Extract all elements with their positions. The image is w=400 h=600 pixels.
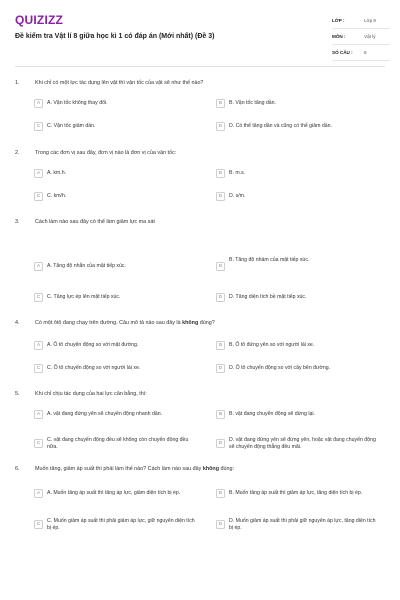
option-text: C. Vận tốc giảm dần. bbox=[47, 123, 96, 130]
question-text-emphasis: không bbox=[202, 466, 219, 472]
meta-value: Lớp 8 bbox=[364, 18, 376, 23]
option-a[interactable] bbox=[34, 410, 197, 419]
question-text bbox=[35, 320, 385, 327]
meta-row-count bbox=[332, 45, 390, 61]
page-title: Đề kiểm tra Vật lí 8 giữa học kì 1 có đáp án (Mới nhất) (Đề 3) bbox=[15, 33, 215, 40]
option-text: A. Vận tốc không thay đổi. bbox=[47, 100, 108, 107]
option-text: C. Tăng lực ép lên mặt tiếp xúc. bbox=[47, 294, 121, 301]
option-letter-box: A bbox=[34, 341, 43, 350]
option-text: B. Tăng độ nhám của mặt tiếp xúc. bbox=[229, 257, 310, 264]
question-text-emphasis: không bbox=[182, 320, 199, 326]
option-letter-box: C bbox=[34, 520, 43, 529]
meta-table bbox=[332, 13, 390, 61]
question-3 bbox=[15, 219, 385, 226]
option-text: C. km/h. bbox=[47, 193, 67, 200]
option-letter-box: B bbox=[216, 99, 225, 108]
option-letter-box: D bbox=[216, 439, 225, 448]
meta-label: MÔN : bbox=[332, 34, 346, 39]
quizizz-logo: QUIZIZZ bbox=[15, 13, 64, 27]
option-text: D. Có thể tăng dần và cũng có thể giảm dần. bbox=[229, 123, 332, 130]
option-letter-box: B bbox=[216, 410, 225, 419]
question-text-part: đúng? bbox=[198, 320, 215, 326]
option-a[interactable] bbox=[34, 341, 197, 350]
option-letter-box: B bbox=[216, 489, 225, 498]
option-text: D. Tăng diện tích bề mặt tiếp xúc. bbox=[229, 294, 307, 301]
question-text: Khi chỉ chịu tác dụng của hai lực cân bằng, thì: bbox=[35, 391, 147, 397]
option-letter-box: B bbox=[216, 341, 225, 350]
question-1 bbox=[15, 80, 385, 87]
option-text: D. vật đang đứng yên sẽ đứng yên, hoặc vật đang chuyển động sẽ chuyển động thẳng đều mãi. bbox=[229, 437, 376, 450]
option-b[interactable] bbox=[216, 489, 379, 498]
option-text: C. Muốn giảm áp suất thì phải giảm áp lực, giữ nguyên diện tích bị ép. bbox=[47, 518, 195, 531]
option-text: B. m.s. bbox=[229, 170, 246, 177]
option-b[interactable] bbox=[216, 99, 379, 108]
option-text: B. Muốn tăng áp suất thì giảm áp lực, tăng diện tích bị ép. bbox=[229, 490, 363, 497]
option-letter-box: C bbox=[34, 364, 43, 373]
option-text: B. vật đang chuyển động sẽ dừng lại. bbox=[229, 411, 315, 418]
question-text: Cách làm nào sau đây có thể làm giảm lực ma sát bbox=[35, 219, 155, 225]
option-a[interactable] bbox=[34, 169, 197, 178]
option-c[interactable] bbox=[34, 192, 197, 201]
option-letter-box: D bbox=[216, 122, 225, 131]
meta-label: LỚP : bbox=[332, 18, 345, 23]
option-text: B. Vận tốc tăng dần. bbox=[229, 100, 277, 107]
option-letter-box: C bbox=[34, 192, 43, 201]
question-text: Khi chỉ có một lực tác dụng lên vật thì vận tốc của vật sẽ như thế nào? bbox=[35, 80, 204, 86]
question-number: 1. bbox=[15, 80, 20, 86]
option-text: B. Ô tô đứng yên so với người lái xe. bbox=[229, 342, 315, 349]
option-a[interactable] bbox=[34, 489, 197, 498]
question-text bbox=[35, 466, 385, 473]
option-c[interactable] bbox=[34, 122, 197, 131]
option-c[interactable] bbox=[34, 293, 197, 302]
option-letter-box: A bbox=[34, 410, 43, 419]
header-divider bbox=[15, 66, 385, 67]
question-text-part: Muốn tăng, giảm áp suất thì phải làm thế nào? Cách làm nào sau đây bbox=[35, 466, 203, 472]
meta-row-subject bbox=[332, 29, 390, 45]
option-text: A. Tăng độ nhẵn của mặt tiếp xúc. bbox=[47, 263, 126, 270]
question-5 bbox=[15, 391, 385, 398]
meta-value: 6 bbox=[364, 50, 367, 55]
option-text: D. s/m. bbox=[229, 193, 246, 200]
option-d[interactable] bbox=[216, 437, 379, 450]
option-letter-box: B bbox=[216, 262, 225, 271]
option-letter-box: A bbox=[34, 262, 43, 271]
question-2 bbox=[15, 150, 385, 157]
option-d[interactable] bbox=[216, 518, 379, 531]
option-c[interactable] bbox=[34, 364, 197, 373]
option-b[interactable] bbox=[216, 169, 379, 178]
option-b[interactable] bbox=[216, 341, 379, 350]
option-text: D. Muốn giảm áp suất thì phải giữ nguyên áp lực, tăng diện tích bị ép. bbox=[229, 518, 376, 531]
option-b[interactable] bbox=[216, 410, 379, 419]
question-number: 5. bbox=[15, 391, 20, 397]
question-text-part: Có một ôtô đang chạy trên đường. Câu mô tả nào sau đây là bbox=[35, 320, 183, 326]
option-text: D. Ô tô chuyển động so với cây bên đường. bbox=[229, 365, 331, 372]
question-number: 6. bbox=[15, 466, 20, 472]
question-number: 2. bbox=[15, 150, 20, 156]
option-d[interactable] bbox=[216, 364, 379, 373]
question-6 bbox=[15, 466, 385, 473]
meta-label: SỐ CÂU : bbox=[332, 50, 353, 55]
option-d[interactable] bbox=[216, 122, 379, 131]
option-text: A. Muốn tăng áp suất thì tăng áp lực, giảm diện tích bị ép. bbox=[47, 490, 181, 497]
option-c[interactable] bbox=[34, 518, 197, 531]
option-c[interactable] bbox=[34, 437, 197, 450]
option-letter-box: C bbox=[34, 293, 43, 302]
option-letter-box: D bbox=[216, 364, 225, 373]
option-d[interactable] bbox=[216, 192, 379, 201]
option-a[interactable] bbox=[34, 99, 197, 108]
meta-row-class bbox=[332, 13, 390, 29]
option-letter-box: A bbox=[34, 169, 43, 178]
option-letter-box: D bbox=[216, 520, 225, 529]
question-number: 3. bbox=[15, 219, 20, 225]
option-letter-box: D bbox=[216, 293, 225, 302]
option-b[interactable] bbox=[216, 257, 379, 271]
meta-value: Vật lý bbox=[364, 34, 376, 39]
option-text: C. Ô tô chuyển động so với người lái xe. bbox=[47, 365, 141, 372]
question-text: Trong các đơn vị sau đây, đơn vị nào là đơn vị của vận tốc: bbox=[35, 150, 177, 156]
option-text: A. vật đang đứng yên sẽ chuyển động nhanh dần. bbox=[47, 411, 163, 418]
question-text-part: đúng: bbox=[219, 466, 234, 472]
question-4 bbox=[15, 320, 385, 327]
option-letter-box: C bbox=[34, 439, 43, 448]
option-letter-box: A bbox=[34, 489, 43, 498]
option-text: A. Ô tô chuyển động so với mặt đường. bbox=[47, 342, 139, 349]
option-letter-box: B bbox=[216, 169, 225, 178]
option-d[interactable] bbox=[216, 293, 379, 302]
option-letter-box: C bbox=[34, 122, 43, 131]
option-a[interactable] bbox=[34, 262, 197, 271]
option-text: A. km.h. bbox=[47, 170, 67, 177]
option-letter-box: D bbox=[216, 192, 225, 201]
option-text: C. vật đang chuyển động đều sẽ không còn chuyển động đều nữa. bbox=[47, 437, 189, 450]
question-number: 4. bbox=[15, 320, 20, 326]
option-letter-box: A bbox=[34, 99, 43, 108]
